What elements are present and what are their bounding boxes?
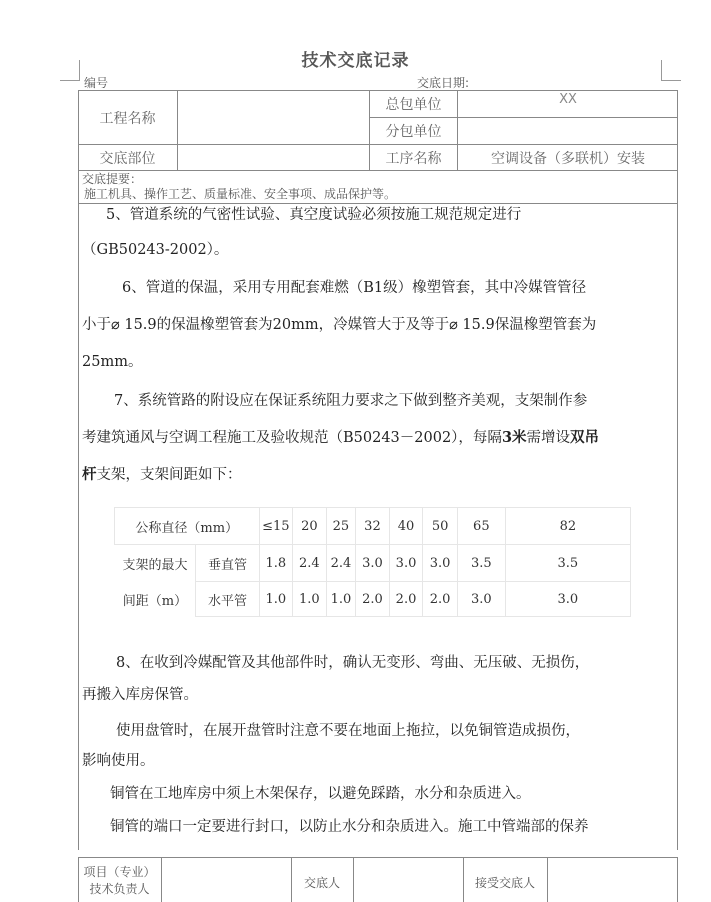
vertical-value: 3.5 bbox=[505, 545, 630, 582]
vertical-value: 3.0 bbox=[356, 545, 390, 582]
para-7b-text: 考建筑通风与空调工程施工及验收规范（B50243－2002），每隔 bbox=[82, 430, 502, 446]
para-9a: 使用盘管时，在展开盘管时注意不要在地面上拖拉，以免铜管造成损伤， bbox=[116, 723, 580, 739]
para-10: 铜管在工地库房中须上木架保存，以避免踩踏，水分和杂质进入。 bbox=[110, 786, 531, 802]
diameter-cell: 25 bbox=[326, 508, 356, 545]
para-6a: 6、管道的保温，采用专用配套难燃（B1级）橡塑管套，其中冷媒管管径 bbox=[122, 280, 587, 296]
process-label: 工序名称 bbox=[385, 150, 442, 167]
horizontal-value: 1.0 bbox=[326, 582, 356, 617]
para-7b-bold-2: 双吊 bbox=[570, 429, 600, 446]
para-7b-bold-1: 3米 bbox=[501, 429, 527, 446]
row-group-label-1: 支架的最大 bbox=[122, 557, 188, 573]
para-8a: 8、在收到冷媒配管及其他部件时，确认无变形、弯曲、无压破、无损伤， bbox=[116, 655, 590, 671]
footer-v3 bbox=[353, 857, 354, 902]
vertical-value: 1.8 bbox=[259, 545, 293, 582]
location-label: 交底部位 bbox=[99, 150, 156, 167]
diameter-row bbox=[115, 508, 631, 545]
diameter-cell: 32 bbox=[356, 508, 390, 545]
diameter-cell: 65 bbox=[457, 508, 505, 545]
date-label: 交底日期: bbox=[417, 76, 470, 90]
horizontal-label: 水平管 bbox=[196, 582, 259, 617]
vertical-value: 3.0 bbox=[423, 545, 458, 582]
para-7c-text: 支架，支架间距如下： bbox=[96, 467, 242, 483]
grid-h3 bbox=[78, 170, 678, 171]
diameter-cell: ≤15 bbox=[259, 508, 293, 545]
general-contractor-label: 总包单位 bbox=[385, 97, 442, 113]
notes-text: 施工机具、操作工艺、质量标准、安全事项、成品保护等。 bbox=[84, 187, 397, 201]
vertical-label: 垂直管 bbox=[196, 545, 259, 582]
para-11: 铜管的端口一定要进行封口，以防止水分和杂质进入。施工中管端部的保养 bbox=[110, 819, 589, 835]
horizontal-value: 2.0 bbox=[356, 582, 390, 617]
para-6b: 小于⌀ 15.9的保温橡塑管套为20mm，冷媒管大于及等于⌀ 15.9保温橡塑管套为 bbox=[82, 317, 597, 333]
table-right-border bbox=[677, 90, 678, 850]
para-5a: 5、管道系统的气密性试验、真空度试验必须按施工规范规定进行 bbox=[106, 207, 522, 223]
para-9b: 影响使用。 bbox=[82, 753, 155, 769]
para-5b: （GB50243-2002）。 bbox=[82, 242, 229, 258]
footer-v5 bbox=[547, 857, 548, 902]
vertical-value: 3.5 bbox=[457, 545, 505, 582]
diameter-cell: 82 bbox=[505, 508, 630, 545]
subcontractor-label: 分包单位 bbox=[385, 124, 442, 140]
para-7b bbox=[82, 420, 672, 456]
para-6c: 25mm。 bbox=[82, 354, 143, 370]
notes-title: 交底提要： bbox=[82, 172, 143, 186]
vertical-row bbox=[115, 545, 631, 582]
horizontal-value: 1.0 bbox=[259, 582, 293, 617]
crop-mark-left-h bbox=[60, 80, 80, 81]
footer-top-border bbox=[78, 857, 678, 858]
support-spacing-table bbox=[114, 507, 631, 617]
crop-mark-right-v bbox=[661, 60, 662, 80]
horizontal-value: 3.0 bbox=[505, 582, 630, 617]
vertical-value: 2.4 bbox=[293, 545, 327, 582]
crop-mark-left-v bbox=[79, 60, 80, 80]
horizontal-row bbox=[115, 582, 631, 617]
vertical-value: 3.0 bbox=[389, 545, 423, 582]
footer-right-border bbox=[677, 857, 678, 902]
general-contractor-value: XX bbox=[559, 91, 577, 107]
diameter-cell: 40 bbox=[389, 508, 423, 545]
diameter-cell: 20 bbox=[293, 508, 327, 545]
row-group-label-2: 间距（m） bbox=[122, 593, 188, 609]
para-7c-bold: 杆 bbox=[82, 466, 97, 483]
receiver-label: 接受交底人 bbox=[474, 876, 535, 890]
horizontal-value: 2.0 bbox=[389, 582, 423, 617]
para-7a: 7、系统管路的附设应在保证系统阻力要求之下做到整齐美观，支架制作参 bbox=[114, 393, 588, 409]
process-value: 空调设备（多联机）安装 bbox=[491, 150, 645, 167]
para-7b-mid: 需增设 bbox=[526, 430, 571, 446]
crop-mark-right-h bbox=[661, 80, 681, 81]
page-title: 技术交底记录 bbox=[301, 51, 410, 71]
number-label: 编号 bbox=[84, 76, 109, 90]
table-left-border bbox=[78, 90, 79, 850]
footer-v1 bbox=[161, 857, 162, 902]
tech-lead-label-2: 技术负责人 bbox=[89, 882, 150, 896]
project-name-label: 工程名称 bbox=[99, 110, 156, 127]
horizontal-value: 2.0 bbox=[423, 582, 458, 617]
discloser-label: 交底人 bbox=[303, 876, 340, 890]
tech-lead-label-1: 项目（专业） bbox=[83, 865, 156, 879]
horizontal-value: 3.0 bbox=[457, 582, 505, 617]
horizontal-value: 1.0 bbox=[293, 582, 327, 617]
diameter-cell: 50 bbox=[423, 508, 458, 545]
project-name-value bbox=[178, 91, 369, 144]
para-7c bbox=[82, 457, 672, 493]
vertical-value: 2.4 bbox=[326, 545, 356, 582]
para-8b: 再搬入库房保管。 bbox=[82, 687, 198, 703]
diameter-label: 公称直径（mm） bbox=[115, 508, 260, 545]
